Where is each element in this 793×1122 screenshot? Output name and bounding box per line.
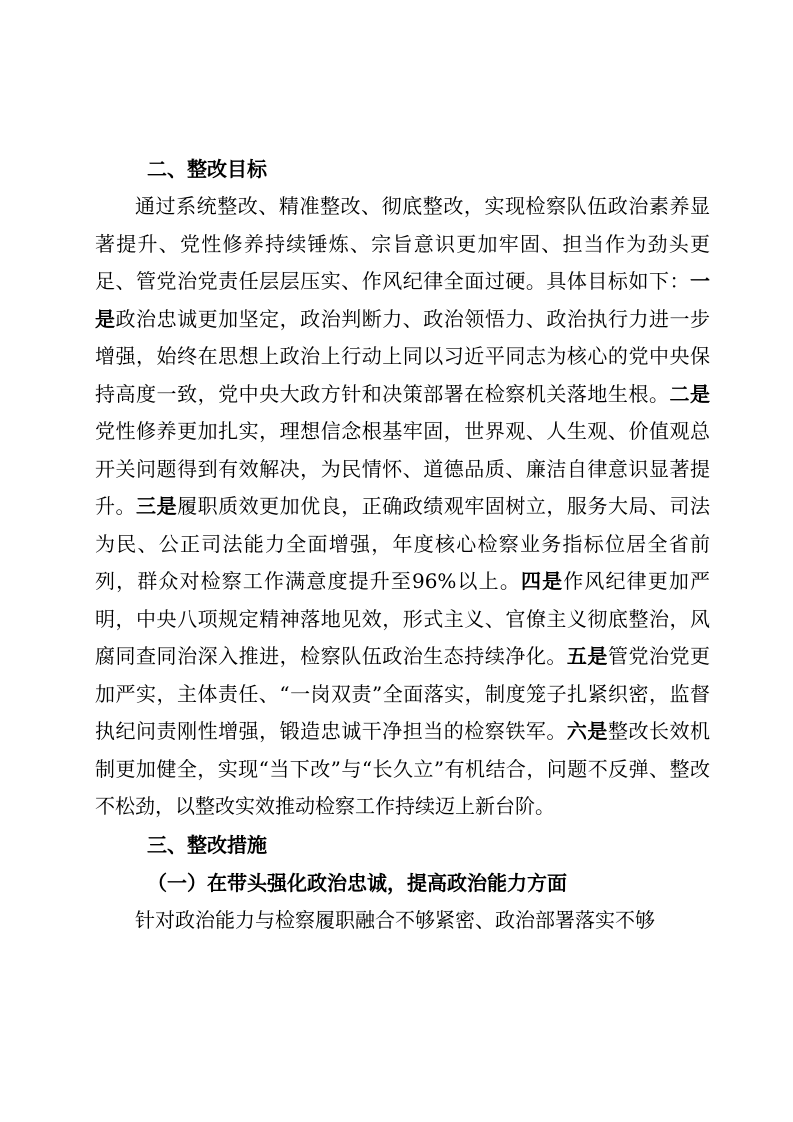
goal-text: 作风纪律更加严明，中央八项规定精神落地见效，形式主义、官僚主义彻底整治，风腐同查同治深入推进，检察队伍政治生态持续净化。 xyxy=(95,569,711,668)
goals-paragraph xyxy=(95,188,710,826)
goal-text: 通过系统整改、精准整改、彻底整改，实现检察队伍政治素养显著提升、党性修养持续锤炼、宗旨意识更加牢固、担当作为劲头更足、管党治党责任层层压实、作风纪律全面过硬。具体目标如下： xyxy=(95,194,710,293)
goal-marker: 五是 xyxy=(566,644,608,668)
measures-paragraph: 针对政治能力与检察履职融合不够紧密、政治部署落实不够 xyxy=(135,907,655,932)
goal-text: 党性修养更加扎实，理想信念根基牢固，世界观、人生观、价值观总开关问题得到有效解决，为民情怀、道德品质、廉洁自律意识显著提升。 xyxy=(95,419,710,518)
goal-marker: 一是 xyxy=(95,269,710,331)
goal-marker: 四是 xyxy=(520,569,564,593)
goal-marker: 二是 xyxy=(669,381,711,406)
section-heading-goals: 二、整改目标 xyxy=(147,157,267,181)
subsection-heading-political-loyalty: （一）在带头强化政治忠诚，提高政治能力方面 xyxy=(147,870,567,895)
goal-marker: 六是 xyxy=(566,719,608,743)
section-heading-measures: 三、整改措施 xyxy=(147,832,267,857)
goal-text: 整改长效机制更加健全，实现“当下改”与“长久立”有机结合，问题不反弹、整改不松劲，以整改实效推动检察工作持续迈上新台阶。 xyxy=(95,719,711,818)
document-page xyxy=(95,150,710,939)
goal-text: 管党治党更加严实，主体责任、“一岗双责”全面落实，制度笼子扎紧织密，监督执纪问责刚性增强，锻造忠诚干净担当的检察铁军。 xyxy=(95,644,711,743)
goal-text: 履职质效更加优良，正确政绩观牢固树立，服务大局、司法为民、公正司法能力全面增强，年度核心检察业务指标位居全省前列，群众对检察工作满意度提升至96%以上。 xyxy=(95,494,711,593)
goal-marker: 三是 xyxy=(136,494,178,518)
goal-text: 政治忠诚更加坚定，政治判断力、政治领悟力、政治执行力进一步增强，始终在思想上政治上行动上同以习近平同志为核心的党中央保持高度一致，党中央大政方针和决策部署在检察机关落地生根。 xyxy=(95,306,711,406)
